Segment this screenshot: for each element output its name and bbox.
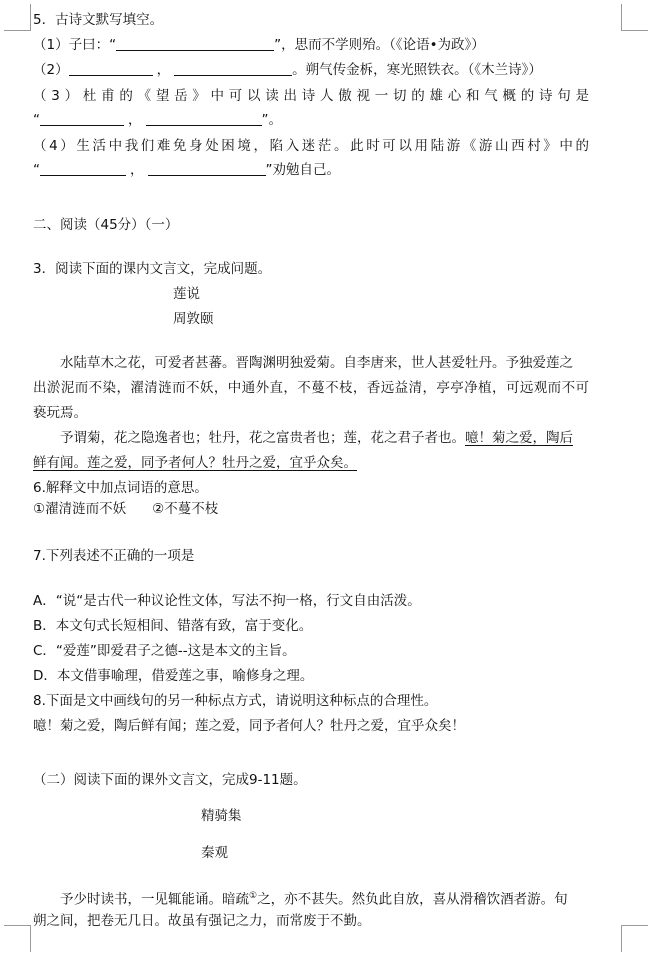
- part2-p1-line-2: 朔之间，把卷无几日。故虽有强记之力，而常废于不勤。: [33, 913, 371, 929]
- q5-line-1: [33, 35, 485, 55]
- text: ”。: [261, 112, 282, 128]
- text: ，: [130, 162, 144, 178]
- fill-blank[interactable]: [40, 111, 124, 126]
- fill-blank[interactable]: [40, 161, 126, 176]
- text: “: [33, 112, 40, 128]
- part2-passage-title: 精骑集: [201, 808, 242, 824]
- page-corner-mark: [4, 4, 31, 31]
- passage-p1-line-1: 水陆草木之花，可爱者甚蕃。晋陶渊明独爱菊。自李唐来，世人甚爱牡丹。予独爱莲之: [60, 355, 573, 371]
- page-corner-mark: [4, 925, 31, 952]
- fill-blank[interactable]: [148, 161, 266, 176]
- text: ”劝勉自己。: [265, 162, 340, 178]
- q5-line-3-blanks: [33, 110, 282, 130]
- text: “: [33, 162, 40, 178]
- q3-prompt: 3．阅读下面的课内文言文，完成问题。: [33, 261, 272, 277]
- q7-option-c[interactable]: C．“爱莲”即爱君子之德--这是本文的主旨。: [33, 643, 296, 659]
- q7-option-d[interactable]: D．本文借事喻理，借爱莲之事，喻修身之理。: [33, 668, 314, 684]
- q7-prompt: 7.下列表述不正确的一项是: [33, 548, 195, 564]
- q6-item-2: ②不蔓不枝: [152, 501, 219, 517]
- text: 予少时读书，一见辄能诵。暗疏: [60, 891, 249, 908]
- q7-option-b[interactable]: B．本文句式长短相间、错落有致，富于变化。: [33, 618, 313, 634]
- fill-blank[interactable]: [116, 36, 274, 51]
- q5-line-4: （4）生活中我们难免身处困境，陷入迷茫。此时可以用陆游《游山西村》中的: [33, 138, 589, 154]
- q5-title: 5．古诗文默写填空。: [33, 12, 164, 28]
- text: ，: [156, 62, 171, 78]
- passage-p1-line-2: 出淤泥而不染，濯清涟而不妖，中通外直，不蔓不枝，香远益清，亭亭净植，可远观而不可: [33, 380, 589, 396]
- underlined-text: 鲜有闻。莲之爱，同予者何人？牡丹之爱，宜乎众矣。: [33, 455, 357, 471]
- passage-p1-line-3: 亵玩焉。: [33, 405, 87, 421]
- text: ”，思而不学则殆。（《论语•为政》）: [274, 37, 485, 53]
- part2-prompt: （二）阅读下面的课外文言文，完成9-11题。: [33, 772, 307, 788]
- text: 。朔气传金柝，寒光照铁衣。（《木兰诗》）: [292, 62, 542, 78]
- text: （2）: [33, 62, 69, 78]
- underlined-text: 噫！菊之爱，陶后: [465, 430, 573, 446]
- q5-line-3: （3）杜甫的《望岳》中可以读出诗人傲视一切的雄心和气概的诗句是: [33, 88, 589, 104]
- section-2-title: 二、阅读（45分）（一）: [33, 217, 179, 233]
- text: 之，亦不甚失。然负此自放，喜从滑稽饮酒者游。旬: [257, 891, 568, 908]
- text: 予谓菊，花之隐逸者也；牡丹，花之富贵者也；莲，花之君子者也。: [60, 430, 465, 446]
- footnote-mark: ①: [249, 891, 258, 901]
- part2-p1-line-1: [60, 886, 568, 910]
- passage-title: 莲说: [173, 286, 200, 302]
- part2-passage-author: 秦观: [201, 845, 228, 861]
- q6-item-1: ①濯清涟而不妖: [33, 501, 127, 517]
- q8-prompt: 8.下面是文中画线句的另一种标点方式，请说明这种标点的合理性。: [33, 693, 438, 709]
- passage-p2-line-1: [60, 428, 573, 448]
- passage-p2-line-2: [33, 453, 357, 473]
- text: （1）子曰：“: [33, 37, 117, 53]
- q6-prompt: 6.解释文中加点词语的意思。: [33, 480, 208, 496]
- page-corner-mark: [621, 925, 648, 952]
- fill-blank[interactable]: [174, 61, 292, 76]
- text: ，: [128, 112, 142, 128]
- fill-blank[interactable]: [146, 111, 262, 126]
- fill-blank[interactable]: [69, 61, 153, 76]
- q5-line-4-blanks: [33, 160, 340, 180]
- passage-author: 周敦颐: [173, 311, 214, 327]
- q6-items: [33, 499, 218, 519]
- page-corner-mark: [621, 4, 648, 31]
- q8-text: 噫！菊之爱，陶后鲜有闻；莲之爱，同予者何人？牡丹之爱，宜乎众矣！: [33, 718, 465, 734]
- q7-option-a[interactable]: A．“说“是古代一种议论性文体，写法不拘一格，行文自由活泼。: [33, 593, 421, 609]
- q5-line-2: [33, 60, 542, 80]
